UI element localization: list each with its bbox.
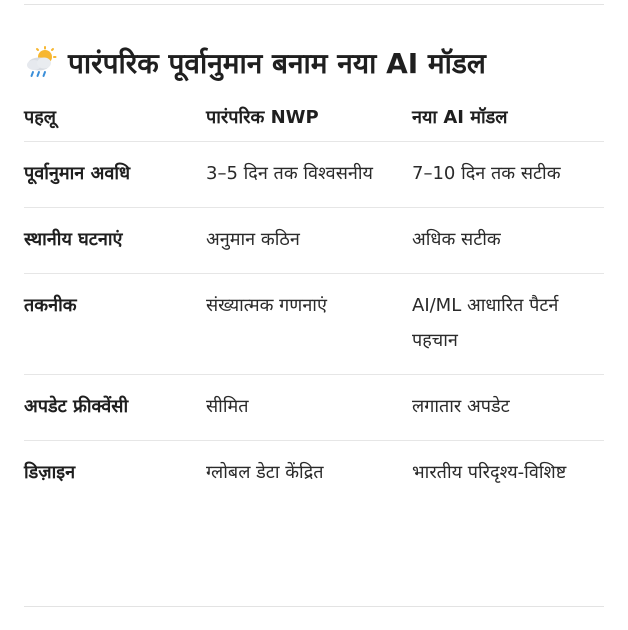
row-aspect: तकनीक <box>24 273 206 374</box>
header-aspect: पहलू <box>24 92 206 141</box>
top-divider <box>24 4 604 5</box>
table-row <box>24 374 604 440</box>
row-traditional-value: संख्यात्मक गणनाएं <box>206 273 412 374</box>
row-aspect: डिज़ाइन <box>24 461 76 483</box>
table-row <box>24 440 604 506</box>
row-ai-value: AI/ML आधारित पैटर्न पहचान <box>412 273 604 374</box>
row-ai-value: लगातार अपडेट <box>412 374 604 440</box>
header-new-ai-model: नया AI मॉडल <box>412 92 604 141</box>
table-header-row <box>24 92 604 141</box>
row-aspect: अपडेट फ्रीक्वेंसी <box>24 374 206 440</box>
sun-behind-rain-cloud-icon <box>24 46 58 80</box>
row-traditional-value: सीमित <box>206 374 412 440</box>
page-title: पारंपरिक पूर्वानुमान बनाम नया AI मॉडल <box>68 47 486 80</box>
row-ai-value: 7–10 दिन तक सटीक <box>412 141 604 207</box>
header-traditional-nwp: पारंपरिक NWP <box>206 92 412 141</box>
table-row <box>24 273 604 374</box>
row-ai-value: अधिक सटीक <box>412 207 604 273</box>
comparison-table <box>24 92 604 506</box>
row-ai-value: भारतीय परिदृश्य-विशिष्ट <box>412 461 567 483</box>
row-traditional-value: अनुमान कठिन <box>206 207 412 273</box>
row-aspect: स्थानीय घटनाएं <box>24 207 206 273</box>
bottom-divider <box>24 606 604 607</box>
title-row <box>24 44 486 82</box>
table-row <box>24 141 604 207</box>
row-traditional-value: 3–5 दिन तक विश्वसनीय <box>206 141 412 207</box>
row-aspect: पूर्वानुमान अवधि <box>24 141 206 207</box>
row-traditional-value: ग्लोबल डेटा केंद्रित <box>206 461 324 483</box>
table-row <box>24 207 604 273</box>
